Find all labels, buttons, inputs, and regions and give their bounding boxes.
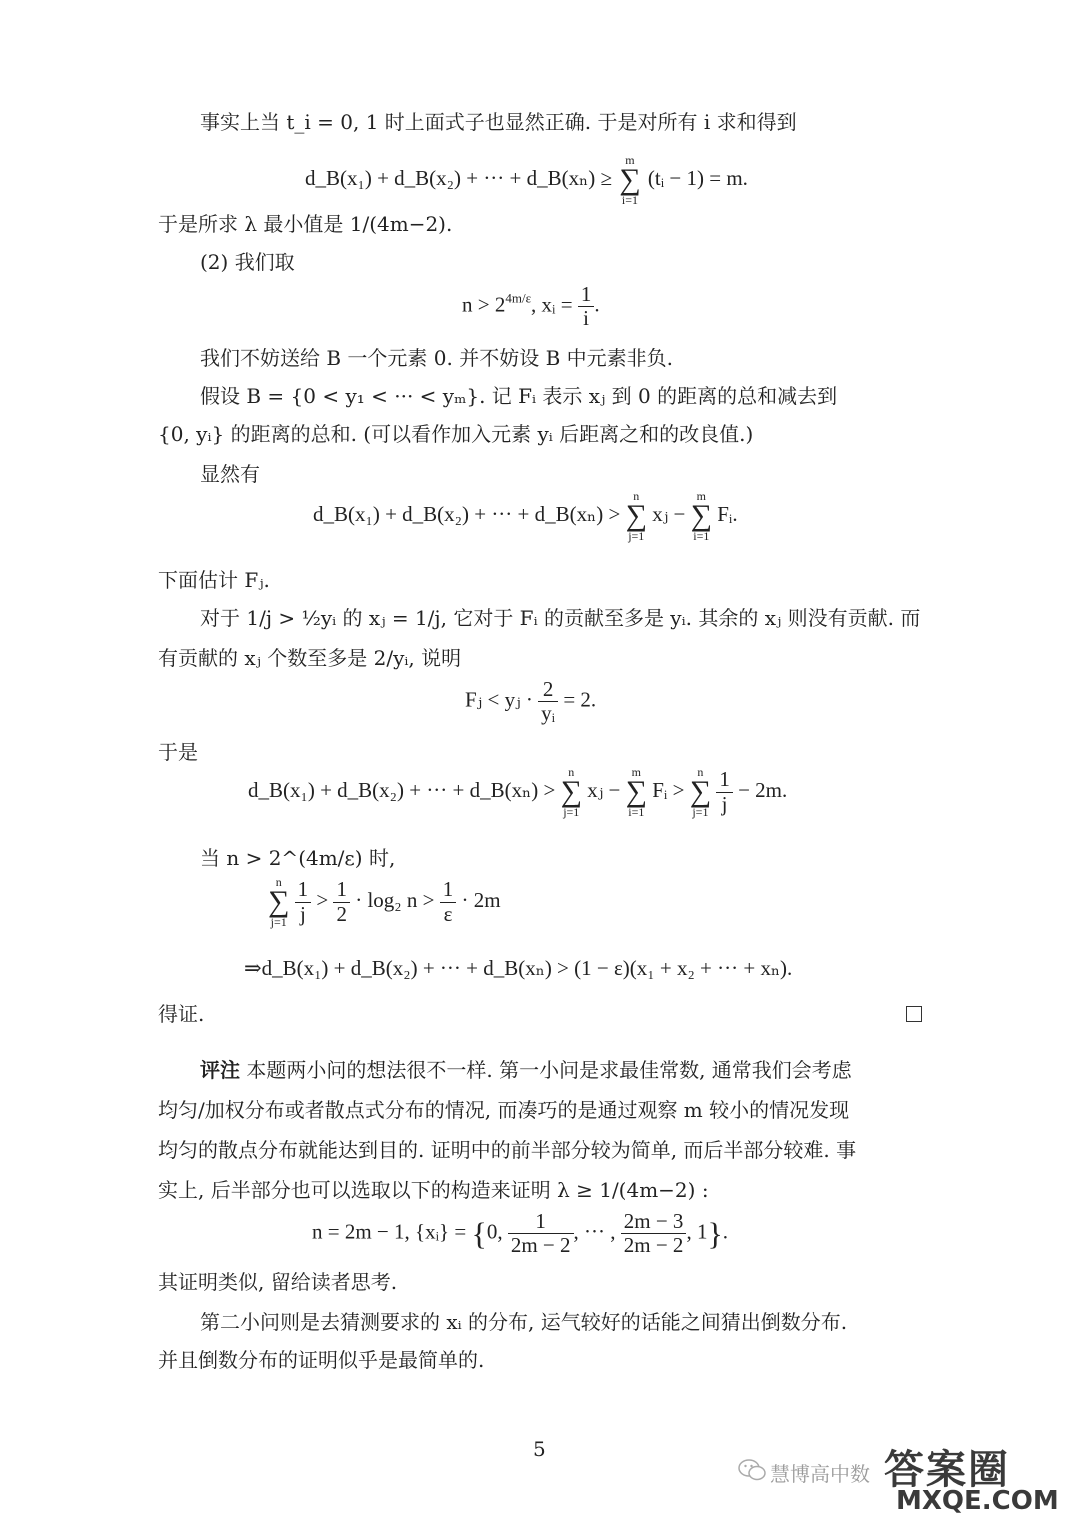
sum-upper: n <box>568 765 575 779</box>
paragraph-8a: 对于 1/j > ½yᵢ 的 xⱼ = 1/j, 它对于 Fᵢ 的贡献至多是 yᵢ. 其余的 xⱼ 则没有贡献. 而 <box>200 606 921 630</box>
numerator: 1 <box>295 878 312 902</box>
equation-7: ⇒d_B(x₁) + d_B(x₂) + ··· + d_B(xₙ) > (1 − ε)(x₁ + x₂ + ··· + xₙ). <box>244 956 793 980</box>
equation-5-rhs: − 2m. <box>738 777 788 802</box>
sum-symbol: n ∑ j=1 <box>560 765 582 819</box>
fraction-1-over-eps <box>440 878 457 925</box>
equation-6-gt: > <box>316 887 334 912</box>
sum-upper: m <box>625 153 635 167</box>
numerator: 1 <box>508 1210 574 1234</box>
equation-5-mid1: xⱼ − <box>587 777 621 802</box>
fraction-2m-3-over-2m-2 <box>621 1210 687 1257</box>
wechat-icon <box>738 1458 766 1482</box>
sum-lower: i=1 <box>621 193 638 207</box>
sum-lower: j=1 <box>692 805 709 819</box>
equation-6 <box>268 876 501 928</box>
equation-4-lhs: Fⱼ < yⱼ · <box>465 687 533 712</box>
equation-4 <box>465 678 596 725</box>
equation-3-rhs: Fᵢ. <box>717 501 738 526</box>
fraction-1-over-j <box>716 768 733 815</box>
sum-upper: n <box>275 875 282 889</box>
sum-symbol: n ∑ j=1 <box>689 765 712 819</box>
denominator: j <box>721 791 728 816</box>
remark-line-d: 实上, 后半部分也可以选取以下的构造来证明 λ ≥ 1/(4m−2) : <box>158 1178 709 1202</box>
remark-label: 评注 <box>200 1058 240 1082</box>
denominator: i <box>583 306 589 331</box>
equation-2-lhs: n > 2 <box>462 292 506 317</box>
denominator: 2m − 2 <box>623 1233 684 1258</box>
paragraph-13a: 第二小问则是去猜测要求的 xᵢ 的分布, 运气较好的话能之间猜出倒数分布. <box>200 1310 848 1334</box>
equation-3-lhs: d_B(x₁) + d_B(x₂) + ··· + d_B(xₙ) > <box>313 501 621 526</box>
paragraph-5a: 假设 B = {0 < y₁ < ··· < yₘ}. 记 Fᵢ 表示 xⱼ 到 0 的距离的总和减去到 <box>200 384 838 408</box>
equation-1-rhs: (tᵢ − 1) = m. <box>647 165 748 190</box>
sum-lower: j=1 <box>563 805 580 819</box>
watermark-text: 慧博高中数 <box>770 1462 870 1486</box>
sum-upper: m <box>631 765 641 779</box>
remark-line-c: 均匀的散点分布就能达到目的. 证明中的前半部分较为简单, 而后半部分较难. 事 <box>158 1138 857 1162</box>
denominator: 2m − 2 <box>510 1233 571 1258</box>
sum-upper: m <box>696 489 706 503</box>
denominator: j <box>299 901 306 926</box>
equation-6-tail: · 2m <box>461 887 501 912</box>
equation-5-mid2: Fᵢ > <box>652 777 685 802</box>
sum-symbol: n ∑ j=1 <box>268 875 290 929</box>
denominator: 2 <box>336 901 347 926</box>
fraction-1-over-2m-2 <box>508 1210 574 1257</box>
numerator: 1 <box>716 768 733 792</box>
equation-4-rhs: = 2. <box>563 687 597 712</box>
sum-lower: j=1 <box>628 529 645 543</box>
denominator: ε <box>443 901 453 926</box>
equation-8: n = 2m − 1, {xᵢ} = {0, $\frac{1}{2m - 2}$ , ··· , $\frac{2m - 3}{2m - 2}$ , 1}. <box>312 1209 729 1258</box>
equation-8-end: , 1 <box>686 1219 708 1244</box>
sum-lower: i=1 <box>693 529 710 543</box>
paragraph-8b: 有贡献的 xⱼ 个数至多是 2/yᵢ, 说明 <box>158 646 462 670</box>
numerator: 1 <box>333 878 350 902</box>
paragraph-5b: {0, yᵢ} 的距离的总和. (可以看作加入元素 yᵢ 后距离之和的改良值.) <box>158 422 754 446</box>
numerator: 1 <box>578 283 595 307</box>
sum-upper: n <box>697 765 704 779</box>
sum-symbol: m ∑ i=1 <box>625 765 647 819</box>
paragraph-2: 于是所求 λ 最小值是 1/(4m−2). <box>158 212 453 236</box>
sum-symbol: n ∑ j=1 <box>625 489 647 543</box>
paragraph-11: 得证. <box>158 1002 205 1026</box>
sum-symbol: m ∑ i=1 <box>690 489 712 543</box>
sum-lower: j=1 <box>270 915 287 929</box>
paragraph-12: 其证明类似, 留给读者思考. <box>158 1270 398 1294</box>
remark-text-a: 本题两小问的想法很不一样. 第一小问是求最佳常数, 通常我们会考虑 <box>246 1058 852 1082</box>
sum-upper: n <box>633 489 640 503</box>
watermark-logo-top: 答案圈 <box>884 1447 1010 1493</box>
page-number: 5 <box>533 1437 546 1461</box>
remark-line-a <box>200 1056 852 1084</box>
equation-6-log: · log₂ n > <box>355 887 435 912</box>
fraction-1-over-j <box>295 878 312 925</box>
equation-2-exponent: 4m/ε <box>505 290 532 306</box>
paragraph-13b: 并且倒数分布的证明似乎是最简单的. <box>158 1348 485 1372</box>
equation-8-lhs: n = 2m − 1, {xᵢ} = <box>312 1219 467 1244</box>
sum-symbol: m ∑ i=1 <box>619 153 641 207</box>
denominator: yᵢ <box>541 701 556 726</box>
fraction-1-over-2 <box>333 878 350 925</box>
watermark-logo-bottom: MXQE.COM <box>896 1486 1059 1516</box>
equation-3-mid: xⱼ − <box>652 501 686 526</box>
remark-line-b: 均匀/加权分布或者散点式分布的情况, 而凑巧的是通过观察 m 较小的情况发现 <box>158 1098 850 1122</box>
numerator: 2 <box>538 678 558 702</box>
paragraph-1: 事实上当 t_i = 0, 1 时上面式子也显然正确. 于是对所有 i 求和得到 <box>200 110 797 134</box>
paragraph-4: 我们不妨送给 B 一个元素 0. 并不妨设 B 中元素非负. <box>200 346 673 370</box>
numerator: 1 <box>440 878 457 902</box>
equation-3 <box>313 490 738 542</box>
paragraph-9: 于是 <box>158 740 198 764</box>
paragraph-3: (2) 我们取 <box>200 250 295 274</box>
sum-lower: i=1 <box>628 805 645 819</box>
equation-5 <box>248 766 787 818</box>
equation-8-dots: , ··· , <box>573 1219 616 1244</box>
numerator: 2m − 3 <box>621 1210 687 1234</box>
equation-2: $n > 2^{4m/\varepsilon}$, xᵢ = $\frac{1}{i}$ . <box>462 282 600 331</box>
paragraph-10: 当 n > 2^(4m/ε) 时, <box>200 846 396 870</box>
paragraph-6: 显然有 <box>200 462 260 486</box>
equation-1-lhs: d_B(x₁) + d_B(x₂) + ··· + d_B(xₙ) ≥ <box>305 165 612 190</box>
equation-8-zero: 0, <box>486 1219 503 1244</box>
fraction-1-over-i <box>578 283 595 330</box>
equation-5-lhs: d_B(x₁) + d_B(x₂) + ··· + d_B(xₙ) > <box>248 777 556 802</box>
equation-2-rhs: , xᵢ = <box>531 292 573 317</box>
paragraph-7: 下面估计 Fⱼ. <box>158 568 270 592</box>
fraction-2-over-yi <box>538 678 558 725</box>
equation-1 <box>305 154 748 206</box>
qed-square-icon <box>906 1006 922 1022</box>
